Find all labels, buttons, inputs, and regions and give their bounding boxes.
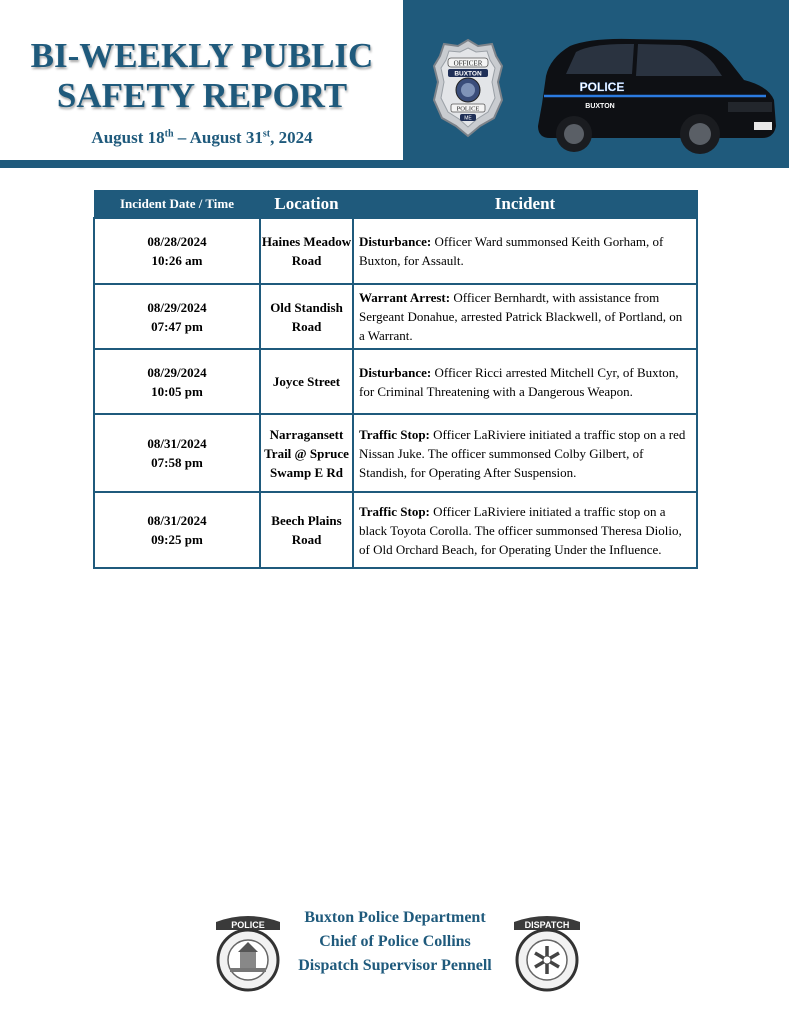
incident-location: Narragansett Trail @ Spruce Swamp E Rd — [260, 414, 353, 492]
incident-date: 08/29/2024 — [147, 364, 207, 380]
incident-description — [353, 284, 697, 349]
table-row — [94, 349, 697, 414]
incident-type: Traffic Stop: — [359, 503, 430, 519]
police-seal-text: POLICE — [231, 920, 265, 930]
incident-location: Joyce Street — [260, 349, 353, 414]
report-title-line1: BI-WEEKLY PUBLIC — [30, 36, 374, 75]
dispatch-seal-icon — [508, 908, 586, 994]
incident-description — [353, 492, 697, 568]
incident-time: 10:05 pm — [151, 383, 203, 399]
police-seal-icon — [210, 908, 286, 994]
incident-type: Warrant Arrest: — [359, 290, 451, 305]
date-start-suffix: th — [164, 128, 174, 140]
incident-time: 07:58 pm — [151, 455, 203, 470]
date-end: – August 31 — [173, 128, 263, 147]
table-row — [94, 414, 697, 492]
header-date-time: Incident Date / Time — [94, 191, 260, 219]
incident-date: 08/31/2024 — [147, 513, 207, 528]
incident-text: Officer Bernhardt, with assistance from Sergeant Donahue, arrested Patrick Blackwell, of Portland, on a Warrant. — [359, 290, 683, 343]
badge-middle-text: BUXTON — [454, 70, 482, 78]
incident-description — [353, 349, 697, 414]
header-incident: Incident — [353, 191, 697, 219]
header-divider — [0, 160, 403, 168]
footer-dispatch-supervisor: Dispatch Supervisor Pennell — [298, 957, 492, 974]
incident-text: Officer Ward summonsed Keith Gorham, of Buxton, for Assault. — [359, 234, 664, 268]
date-start: August 18 — [91, 128, 165, 147]
incident-time: 09:25 pm — [151, 532, 203, 547]
incident-location: Haines Meadow Road — [260, 218, 353, 284]
table-row — [94, 218, 697, 284]
badge-top-text: OFFICER — [453, 59, 483, 68]
report-title-line2: SAFETY REPORT — [56, 76, 348, 115]
car-side-text: POLICE — [579, 80, 625, 94]
incident-date-time — [94, 284, 260, 349]
incident-text: Officer Ricci arrested Mitchell Cyr, of Buxton, for Criminal Threatening with a Dangerous Weapon. — [359, 364, 679, 399]
incident-time: 07:47 pm — [151, 318, 203, 334]
table-row — [94, 284, 697, 349]
badge-bottom-text: POLICE — [456, 105, 480, 113]
incident-date: 08/31/2024 — [147, 436, 207, 451]
header-location: Location — [260, 191, 353, 219]
table-row — [94, 492, 697, 568]
footer-signature — [280, 906, 510, 978]
incident-location: Old Standish Road — [260, 284, 353, 349]
police-car-icon — [530, 34, 780, 158]
badge-state-text: ME — [464, 115, 472, 122]
incident-date-time — [94, 349, 260, 414]
incident-description — [353, 218, 697, 284]
date-end-suffix: st — [262, 128, 271, 140]
incident-type: Disturbance: — [359, 234, 432, 249]
report-date-range — [14, 128, 390, 148]
incident-type: Disturbance: — [359, 364, 432, 380]
incident-date: 08/28/2024 — [147, 234, 207, 249]
incident-location: Beech Plains Road — [260, 492, 353, 568]
incident-type: Traffic Stop: — [359, 426, 430, 442]
report-title — [14, 36, 390, 116]
date-year: , 2024 — [270, 128, 313, 147]
footer-department: Buxton Police Department — [304, 909, 486, 926]
incident-date-time — [94, 218, 260, 284]
incident-date-time — [94, 492, 260, 568]
incident-time: 10:26 am — [151, 253, 203, 268]
dispatch-seal-text: DISPATCH — [524, 920, 570, 930]
police-badge-icon — [432, 38, 504, 138]
incident-date-time — [94, 414, 260, 492]
incident-date: 08/29/2024 — [147, 299, 207, 315]
footer-chief: Chief of Police Collins — [319, 933, 471, 950]
incident-table — [93, 190, 698, 569]
incident-description — [353, 414, 697, 492]
table-header-row — [94, 191, 697, 219]
incident-text: Officer LaRiviere initiated a traffic stop on a red Nissan Juke. The officer summonsed Colby Gilbert, of Standish, for Operating After Suspension. — [359, 426, 686, 480]
incident-text: Officer LaRiviere initiated a traffic stop on a black Toyota Corolla. The officer summonsed Theresa Diolio, of Old Orchard Beach, for Operating Under the Influence. — [359, 503, 682, 557]
car-door-text: BUXTON — [585, 103, 615, 110]
